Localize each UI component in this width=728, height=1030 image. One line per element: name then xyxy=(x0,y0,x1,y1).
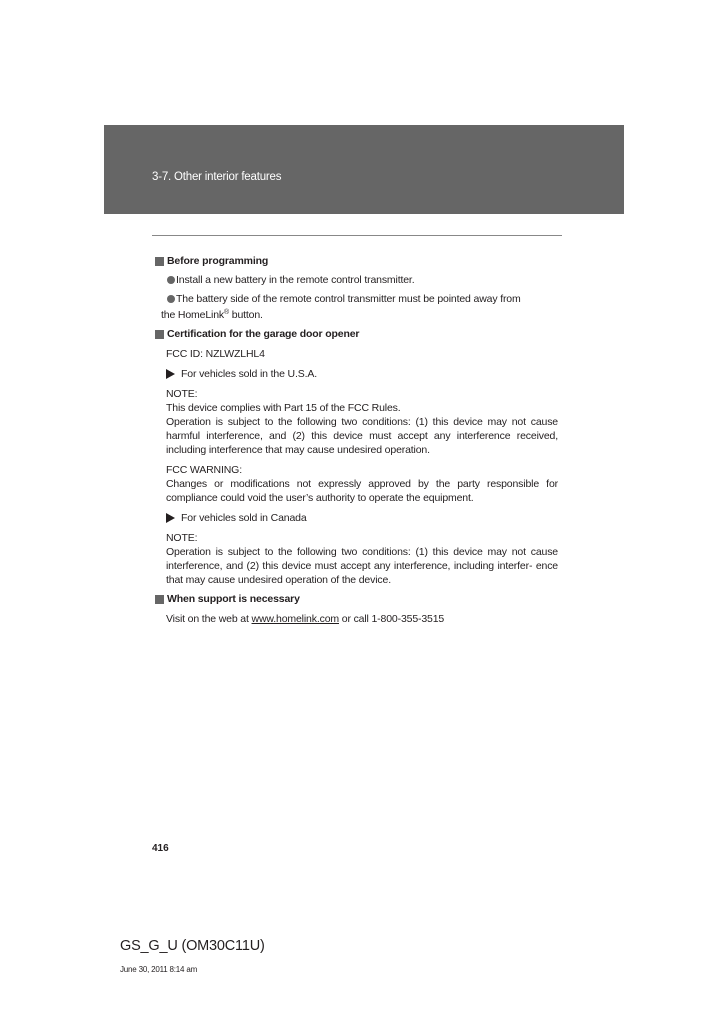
section-heading-certification xyxy=(152,327,558,341)
subheading-text: For vehicles sold in the U.S.A. xyxy=(181,368,317,380)
usa-note-label: NOTE: xyxy=(166,388,198,400)
text: Visit on the web at xyxy=(166,613,252,625)
heading-text: When support is necessary xyxy=(167,593,300,605)
heading-text: Before programming xyxy=(167,255,269,267)
list-item xyxy=(152,273,558,287)
subheading-text: For vehicles sold in Canada xyxy=(181,512,307,524)
square-bullet-icon xyxy=(155,330,164,339)
page-number: 416 xyxy=(152,843,169,854)
text: or call 1-800-355-3515 xyxy=(339,613,445,625)
square-bullet-icon xyxy=(155,595,164,604)
document-date: June 30, 2011 8:14 am xyxy=(120,965,198,974)
heading-text: Certification for the garage door opener xyxy=(167,328,360,340)
section-heading-support xyxy=(152,592,558,606)
fcc-warning-label: FCC WARNING: xyxy=(166,464,242,476)
header-divider xyxy=(152,235,562,236)
canada-subheading xyxy=(152,511,558,525)
usa-note-line1: This device complies with Part 15 of the FCC Rules. xyxy=(166,402,401,414)
circle-bullet-icon xyxy=(167,276,175,284)
bullet-text-continued xyxy=(161,306,558,322)
support-text xyxy=(152,612,558,626)
fcc-warning-text: Changes or modifications not expressly approved by the party responsible for compliance could void the user’s authority to operate the equipment. xyxy=(166,478,558,504)
page-content xyxy=(152,250,558,626)
canada-note-text: Operation is subject to the following two conditions: (1) this device may not cause interference, and (2) this device must accept any interference, including interfer- ence that may cause undesired operation of the device. xyxy=(166,546,558,586)
fcc-id: FCC ID: NZLWZLHL4 xyxy=(166,348,265,360)
section-title: 3-7. Other interior features xyxy=(152,171,282,183)
circle-bullet-icon xyxy=(167,295,175,303)
list-item xyxy=(152,292,558,322)
bullet-text: Install a new battery in the remote control transmitter. xyxy=(176,274,415,286)
chapter-header-band xyxy=(104,125,624,214)
registered-mark: ® xyxy=(223,309,229,316)
section-heading-before-programming xyxy=(152,254,558,268)
canada-note-label: NOTE: xyxy=(166,532,198,544)
document-code: GS_G_U (OM30C11U) xyxy=(120,938,265,954)
text: the HomeLink xyxy=(161,309,224,321)
usa-note-line2: Operation is subject to the following two conditions: (1) this device may not cause harmful interference, and (2) this device must accept any interference received, including interference that may cause undesired operation. xyxy=(166,416,558,456)
bullet-text: The battery side of the remote control transmitter must be pointed away from xyxy=(176,293,521,305)
triangle-right-icon xyxy=(166,369,175,379)
text: button. xyxy=(229,309,263,321)
usa-subheading xyxy=(152,367,558,381)
square-bullet-icon xyxy=(155,257,164,266)
triangle-right-icon xyxy=(166,513,175,523)
homelink-website-link[interactable]: www.homelink.com xyxy=(251,613,339,625)
